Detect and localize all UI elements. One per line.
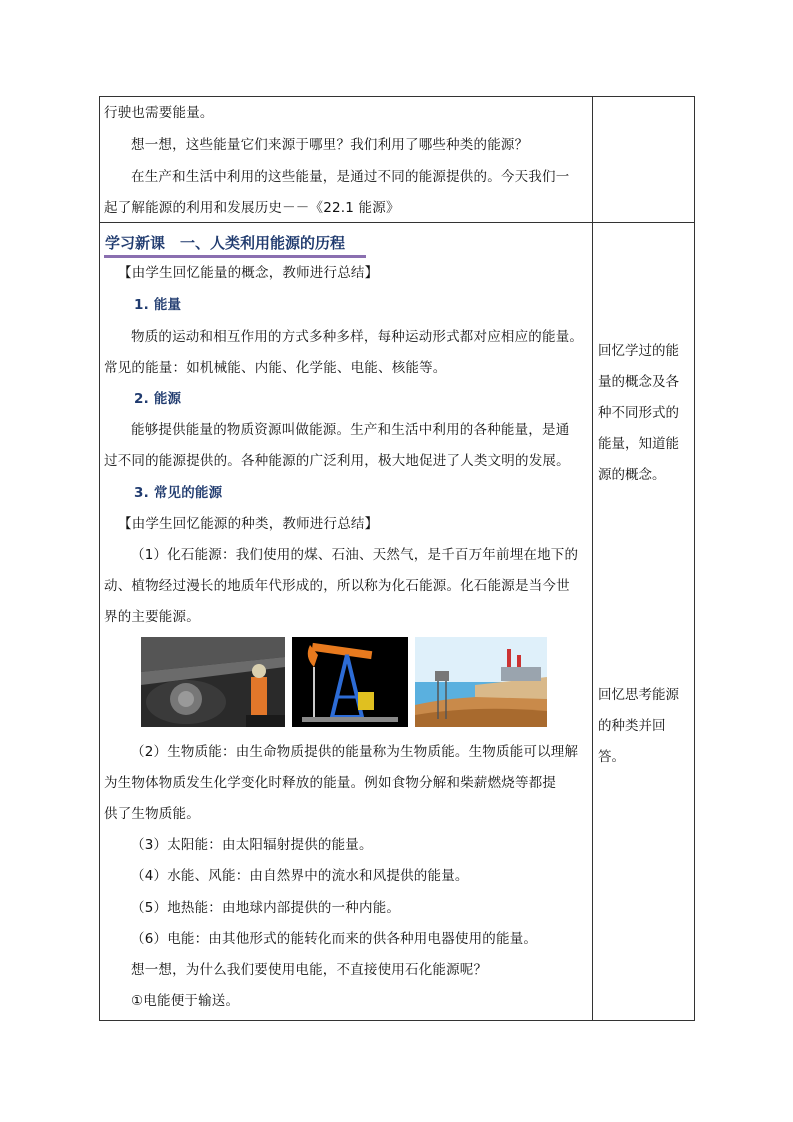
side-note-1-line-3: 种不同形式的 xyxy=(598,405,679,421)
side-note-2-line-3: 答。 xyxy=(598,749,625,765)
water-wind-line: （4）水能、风能：由自然界中的流水和风提供的能量。 xyxy=(131,868,469,884)
energy-paragraph-line-2: 常见的能量：如机械能、内能、化学能、电能、核能等。 xyxy=(104,360,447,376)
bio-line-3: 供了生物质能。 xyxy=(104,806,200,822)
row-divider xyxy=(99,222,695,223)
teacher-note-1: 【由学生回忆能量的概念，教师进行总结】 xyxy=(118,265,379,281)
geothermal-line: （5）地热能：由地球内部提供的一种内能。 xyxy=(131,900,401,916)
section-title: 学习新课 一、人类利用能源的历程 xyxy=(105,234,346,252)
oil-pumpjack-image xyxy=(292,637,408,727)
bio-line-2: 为生物体物质发生化学变化时释放的能量。例如食物分解和柴薪燃烧等都提 xyxy=(104,775,557,791)
intro-question: 想一想，这些能量它们来源于哪里？我们利用了哪些种类的能源？ xyxy=(131,137,529,153)
side-note-2-line-2: 的种类并回 xyxy=(598,718,666,734)
side-note-1-line-4: 能量，知道能 xyxy=(598,436,679,452)
side-note-1-line-5: 源的概念。 xyxy=(598,467,666,483)
intro-line-4: 起了解能源的利用和发展历史－－《22.1 能源》 xyxy=(104,200,400,216)
energy-paragraph-line-1: 物质的运动和相互作用的方式多种多样，每种运动形式都对应相应的能量。 xyxy=(131,329,584,345)
solar-line: （3）太阳能：由太阳辐射提供的能量。 xyxy=(131,837,373,853)
heading-energy-source: 2. 能源 xyxy=(134,391,182,407)
source-paragraph-line-2: 过不同的能源提供的。各种能源的广泛利用，极大地促进了人类文明的发展。 xyxy=(104,453,570,469)
side-note-1-line-1: 回忆学过的能 xyxy=(598,343,679,359)
section-title-underline xyxy=(104,255,366,258)
fossil-line-1: （1）化石能源：我们使用的煤、石油、天然气，是千百万年前埋在地下的 xyxy=(131,547,579,563)
fossil-line-3: 界的主要能源。 xyxy=(104,609,200,625)
side-note-2-line-1: 回忆思考能源 xyxy=(598,687,679,703)
heading-energy: 1. 能量 xyxy=(134,297,182,313)
offshore-refinery-image xyxy=(415,637,547,727)
electric-line: （6）电能：由其他形式的能转化而来的供各种用电器使用的能量。 xyxy=(131,931,538,947)
column-divider xyxy=(592,96,593,1021)
coal-mine-image xyxy=(141,637,285,727)
answer-line-1: ①电能便于输送。 xyxy=(131,993,240,1009)
source-paragraph-line-1: 能够提供能量的物质资源叫做能源。生产和生活中利用的各种能量，是通 xyxy=(131,422,570,438)
intro-line-3: 在生产和生活中利用的这些能量，是通过不同的能源提供的。今天我们一 xyxy=(131,169,570,185)
teacher-note-2: 【由学生回忆能源的种类，教师进行总结】 xyxy=(118,516,379,532)
side-note-1-line-2: 量的概念及各 xyxy=(598,374,679,390)
fossil-line-2: 动、植物经过漫长的地质年代形成的，所以称为化石能源。化石能源是当今世 xyxy=(104,578,570,594)
intro-line-1: 行驶也需要能量。 xyxy=(104,105,214,121)
bio-line-1: （2）生物质能：由生命物质提供的能量称为生物质能。生物质能可以理解 xyxy=(131,744,579,760)
question-line: 想一想，为什么我们要使用电能，不直接使用石化能源呢？ xyxy=(131,962,488,978)
heading-common-sources: 3. 常见的能源 xyxy=(134,485,223,501)
